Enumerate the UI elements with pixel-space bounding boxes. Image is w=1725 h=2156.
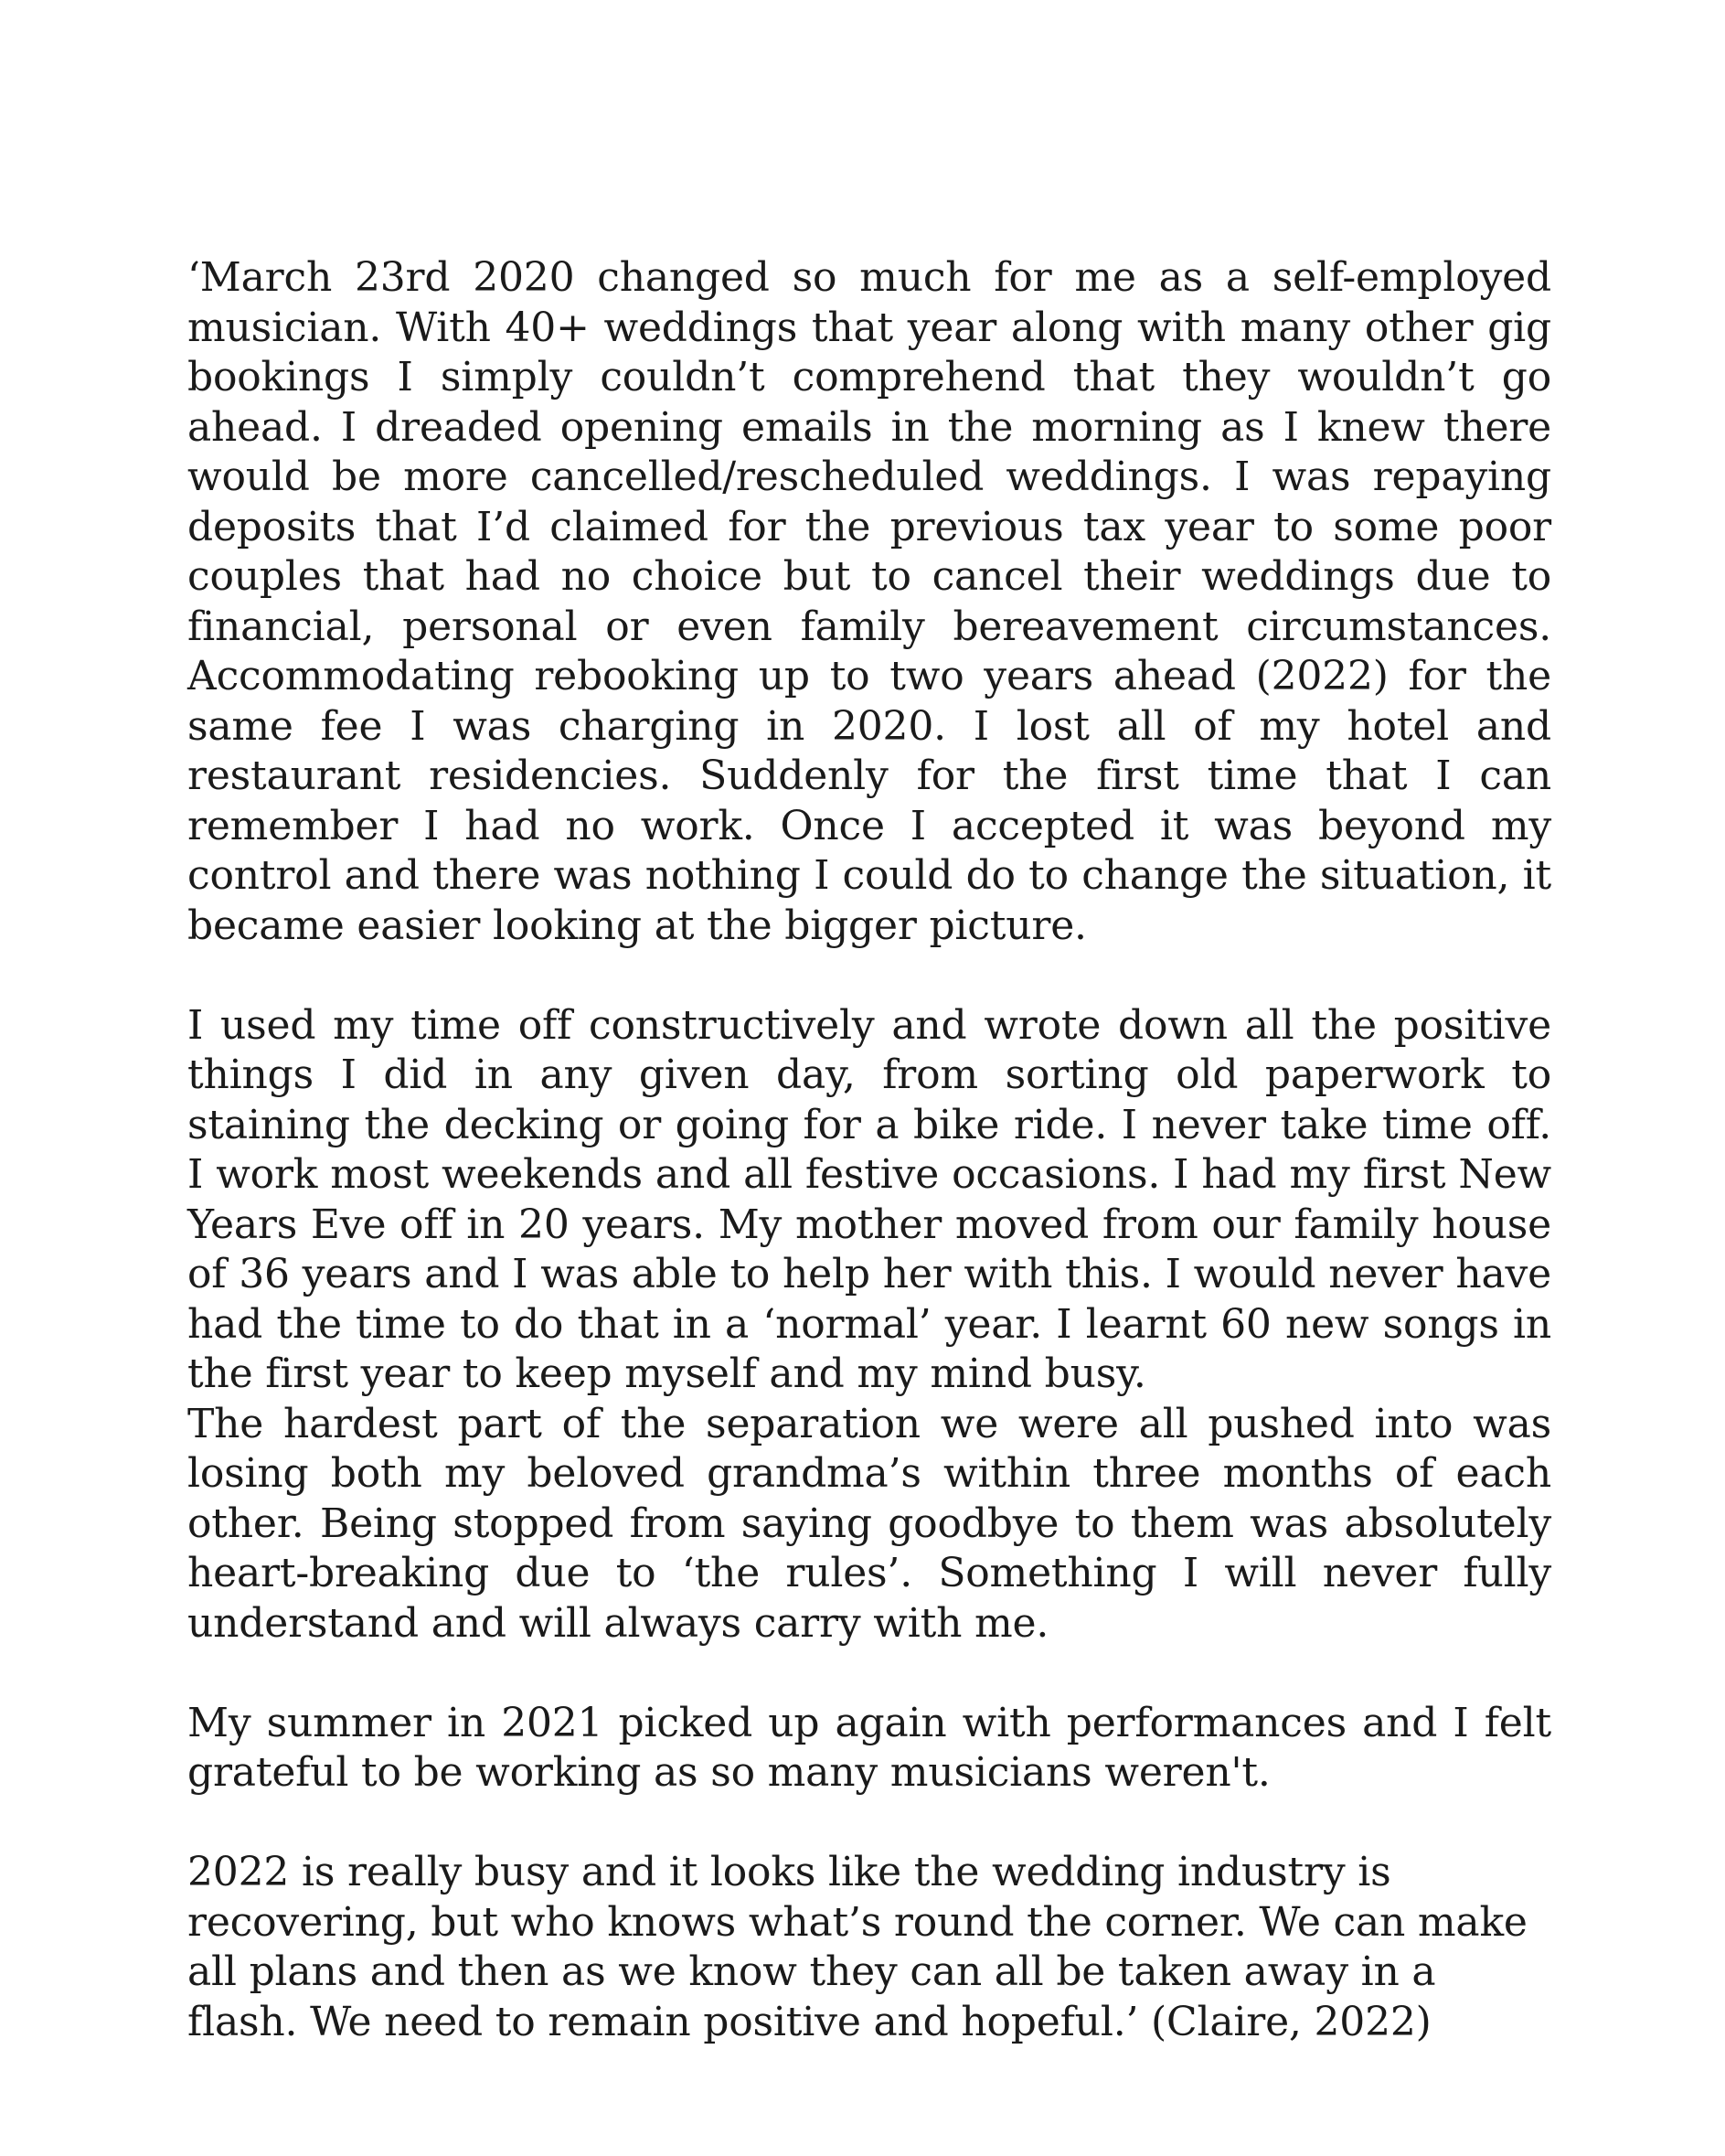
- paragraph-summer-2021: My summer in 2021 picked up again with performances and I felt grateful to be working as so many musicians weren't.: [187, 1699, 1551, 1796]
- document-body: [187, 253, 1551, 2047]
- paragraph-time-off: I used my time off constructively and wrote down all the positive things I did in any given day, from sorting old paperwork to staining the decking or going for a bike ride. I never take time off. I work most weekends and all festive occasions. I had my first New Years Eve off in 20 years. My mother moved from our family house of 36 years and I was able to help her with this. I would never have had the time to do that in a ‘normal’ year. I learnt 60 new songs in the first year to keep myself and my mind busy.: [187, 1001, 1551, 1397]
- paragraph-grandmas: The hardest part of the separation we were all pushed into was losing both my beloved grandma’s within three months of each other. Being stopped from saying goodbye to them was absolutely heart-breaking due to ‘the rules’. Something I will never fully understand and will always carry with me.: [187, 1400, 1551, 1647]
- paragraph-2022-quote: 2022 is really busy and it looks like the wedding industry is recovering, but who knows what’s round the corner. We can make all plans and then as we know they can all be taken away in a flash. We need to remain positive and hopeful.’ (Claire, 2022): [187, 1849, 1528, 2045]
- paragraph-march-2020: ‘March 23rd 2020 changed so much for me as a self-employed musician. With 40+ weddings that year along with many other gig bookings I simply couldn’t comprehend that they wouldn’t go ahead. I dreaded opening emails in the morning as I knew there would be more cancelled/rescheduled weddings. I was repaying deposits that I’d claimed for the previous tax year to some poor couples that had no choice but to cancel their weddings due to financial, personal or even family bereavement circumstances. Accommodating rebooking up to two years ahead (2022) for the same fee I was charging in 2020. I lost all of my hotel and restaurant residencies. Suddenly for the first time that I can remember I had no work. Once I accepted it was beyond my control and there was nothing I could do to change the situation, it became easier looking at the bigger picture.: [187, 254, 1551, 949]
- paragraph-spacer: [187, 1649, 1551, 1699]
- paragraph-spacer: [187, 1798, 1551, 1849]
- paragraph-spacer: [187, 951, 1551, 1001]
